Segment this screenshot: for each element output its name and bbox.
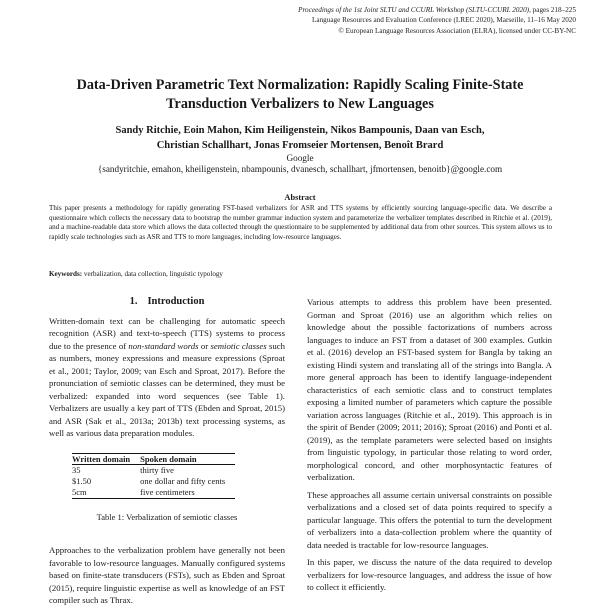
table-header-spoken: Spoken domain [140,453,235,465]
table-cell-spoken: five centimeters [140,487,235,498]
intro-paragraph-2: Approaches to the verbalization problem have generally not been favorable to low-resource languages. Manually configured systems based on finite-state transducers (FSTs), such as Ebden and Sproat (2015), require linguistic expertise as well as knowledge of an FST compiler such as Thrax. [49,545,285,606]
section-number: 1. [129,296,138,307]
table-cell-written: $1.50 [72,476,92,487]
section-heading [49,296,285,309]
related-work-paragraph: Various attempts to address this problem have been presented. Gorman and Sproat (2016) use an algorithm which relies on knowledge about the possible factorizations of numbers across languages to induce an FST from a dataset of 300 examples. Gutkin et al. (2016) develop an FST-based system for Bangla by taking an existing Hindi system and translating all of the strings into Bangla. A more general approach has been to identify language-independent characteristics of each semiotic class and to construct templates exposing a limited number of parameters which capture the possible variation across languages (Ritchie et al., 2019). This approach is in the spirit of Bender (2009; 2011; 2016); Sproat (2016) and Ponti et al. (2019), as the template parameters were selected based on insights from linguistic typology, in particular those relating to word order, morphological concord, and other morphosyntactic features of verbalization. [307,297,552,482]
keywords-text: verbalization, data collection, linguistic typology [83,270,223,278]
abstract-heading: Abstract [284,193,316,202]
intro-text-a: Written-domain text can be challenging for automatic speech recognition (ASR) and text-to-speech (TTS) systems to process due to the presence of [49,315,285,351]
affiliation: Google [286,153,314,163]
conference-line: Language Resources and Evaluation Conference (LREC 2020), Marseille, 11–16 May 2020 [312,16,576,25]
authors-line-2: Christian Schallhart, Jonas Fromseier Mortensen, Benoît Brard [156,139,444,151]
table-cell-spoken: thirty five [140,465,174,476]
table-cell-written: 35 [72,465,81,476]
proceedings-pages: , pages 218–225 [529,6,576,14]
table-cell-spoken: one dollar and fifty cents [140,476,226,487]
authors-line-1: Sandy Ritchie, Eoin Mahon, Kim Heiligenstein, Nikos Bampounis, Daan van Esch, [115,125,485,136]
affiliation-block [40,153,560,175]
table-row [72,465,235,476]
table-verbalization [72,453,235,499]
author-list [30,124,570,153]
proceedings-header [216,5,576,36]
proceedings-line [216,5,576,15]
paper-scope-paragraph: In this paper, we discuss the nature of the data required to develop verbalizers for low-resource languages, and address the issue of how to collect it efficiently. [307,557,552,592]
intro-paragraph-1 [49,315,285,440]
assumptions-paragraph: These approaches all assume certain universal constraints on possible verbalizations and a closed set of data points required to specify a particular language. This offers the potential to turn the development of verbalizers into a data-collection problem where the quantity of data needed is tractable for low-resource languages. [307,489,552,550]
license-line: © European Language Resources Association (ELRA), licensed under CC-BY-NC [338,26,576,35]
table-header-row [72,453,235,465]
abstract-text: This paper presents a methodology for rapidly generating FST-based verbalizers for ASR and TTS systems by efficiently sourcing language-specific data. We describe a questionnaire which collects the necessary data to bootstrap the number grammar induction system and parameterize the verbalizer templates described in Ritchie et al. (2019), and a machine-readable data store which allows the data collected through the questionnaire to be supplemented by additional data from other sources. This system allows us to rapidly scale technologies such as ASR and TTS to more languages, including low-resource languages. [49,204,552,242]
table-cell-written: 5cm [72,487,140,498]
paper-title: Data-Driven Parametric Text Normalization: Rapidly Scaling Finite-State Transduction Verbalizers to New Languages [76,77,524,112]
section-title: Introduction [147,296,205,307]
table-header-written: Written domain [72,453,140,465]
table-row [72,487,235,498]
intro-text-b: or [198,340,211,351]
right-column [307,296,552,594]
left-column [49,296,285,607]
proceedings-name: Proceedings of the 1st Joint SLTU and CCURL Workshop (SLTU-CCURL 2020) [298,6,530,14]
term-semiotic-classes: semiotic classes [210,340,267,351]
table-row [72,476,235,487]
table-caption: Table 1: Verbalization of semiotic classes [96,511,238,522]
author-emails: {sandyritchie, emahon, kheiligenstein, nbampounis, dvanesch, schallhart, jfmortensen, benoitb}@google.com [97,164,503,175]
term-non-standard-words: non-standard words [128,340,199,351]
intro-text-c: such as numbers, money expressions and measure expressions (Sproat et al., 2001; Taylor, 2009; van Esch and Sproat, 2017). Before the pronunciation of semiotic classes can be determined, they must be verbalized: expanded into word sequences (see Table 1). Verbalizers are usually a key part of TTS (Ebden and Sproat, 2015) and ASR (Sak et al., 2013a; 2013b) text processing systems, as well as various data preparation modules. [49,340,285,438]
keywords [49,270,552,278]
keywords-label: Keywords: [49,270,83,278]
